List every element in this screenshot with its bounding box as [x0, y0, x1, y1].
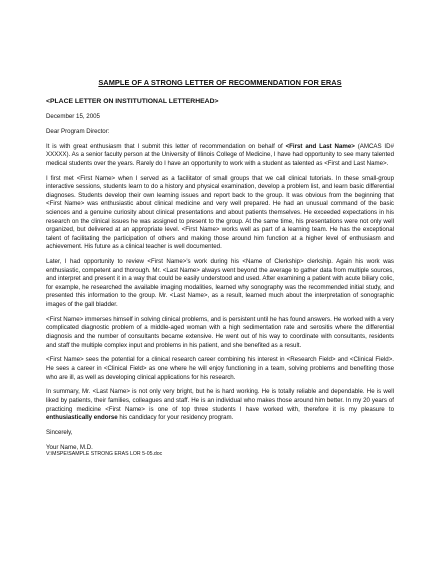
paragraph-problem-solving: <First Name> immerses himself in solving clinical problems, and is persistent until he has found answers. He worked with a very complicated diagnostic problem of a middle-aged woman with a high sedimentation rate and serositis where the differential diagnosis and the number of consultants became extensive. He went out of his way to coordinate with consultants, residents and staff the multiple complex input and problems in his patient, and she benefited as a result. — [46, 315, 394, 349]
letter-date: December 15, 2005 — [46, 113, 100, 120]
letter-title: SAMPLE OF A STRONG LETTER OF RECOMMENDATION FOR ERAS — [98, 78, 342, 87]
paragraph-research: <First Name> sees the potential for a clinical research career combining his interest in <Research Field> and <Clinical Field>. He sees a career in <Clinical Field> as one where he will enjoy functioning in a team, solving problems and benefiting those who are ill, as well as developing clinical applications for his research. — [46, 356, 394, 381]
paragraph-intro — [46, 143, 394, 169]
paragraph-clerkship: Later, I had opportunity to review <First Name>'s work during his <Name of Clerkship> clerkship. Again his work was enthusiastic, competent and thorough. Mr. <Last Name> always went beyond the average to gather data from multiple sources, and interpret and present it in a way that could be easily understood and used. After examining a patient with acute biliary colic, for example, he researched the available imaging modalities, learned why sonography was the recommended initial study, and presented this information to the group. Mr. <Last Name>, as a result, learned much about the interpretation of sonographic images of the gall bladder. — [46, 258, 394, 309]
summary-text-b: his candidacy for your residency program. — [117, 414, 234, 422]
salutation: Dear Program Director: — [46, 127, 110, 135]
summary-text-a: In summary, Mr. <Last Name> is not only very bright, but he is hard working. He is totally reliable and dependable. He is well liked by patients, their families, colleagues and staff. He is an individual who makes those around him better. In my 20 years of practicing medicine <First Name> is one of top three students I have worked with, therefore it is my pleasure to — [46, 388, 394, 413]
signature: Your Name, M.D. — [46, 443, 93, 451]
candidate-name: <First and Last Name> — [285, 142, 355, 150]
closing: Sincerely, — [46, 428, 73, 436]
file-path: V:\MSPE\SAMPLE STRONG ERAS LOR 5-05.doc — [46, 451, 163, 458]
intro-text-a: It is with great enthusiasm that I submit this letter of recommendation on behalf of — [46, 142, 286, 150]
endorse-emphasis: enthusiastically endorse — [46, 414, 118, 422]
intro-text-b: (AMCAS ID# XXXXX). As a senior faculty person at the University of Illinois College of Medicine, I have had opportunity to see many talented medical students over the years. Rarely do I have an opportunity to work with a student as talented as <First and Last Name>. — [46, 142, 394, 167]
paragraph-tutorials: I first met <First Name> when I served as a facilitator of small groups that we call clinical tutorials. In these small-group interactive sessions, students learn to do a history and physical examination, develop a problem list, and learn basic differential diagnoses. Students develop their own learning issues and report back to the group. It was obvious from the beginning that <First Name> was enthusiastic about clinical medicine and very well prepared. He had an unusual command of the basic sciences and a genuine curiosity about clinical presentations and about patients themselves. He exceeded expectations in his research on the clinical issues he was assigned to present to the group. At the same time, his presentations were not only well organized, but delivered at an appropriate level. <First Name> works well as part of a learning team. He has the exceptional talent of facilitating the participation of others and making those around him function at a higher level of enthusiasm and achievement. His future as a clinical teacher is well documented. — [46, 174, 394, 251]
paragraph-summary — [46, 388, 394, 422]
letterhead-note: <PLACE LETTER ON INSTITUTIONAL LETTERHEAD> — [46, 98, 219, 105]
